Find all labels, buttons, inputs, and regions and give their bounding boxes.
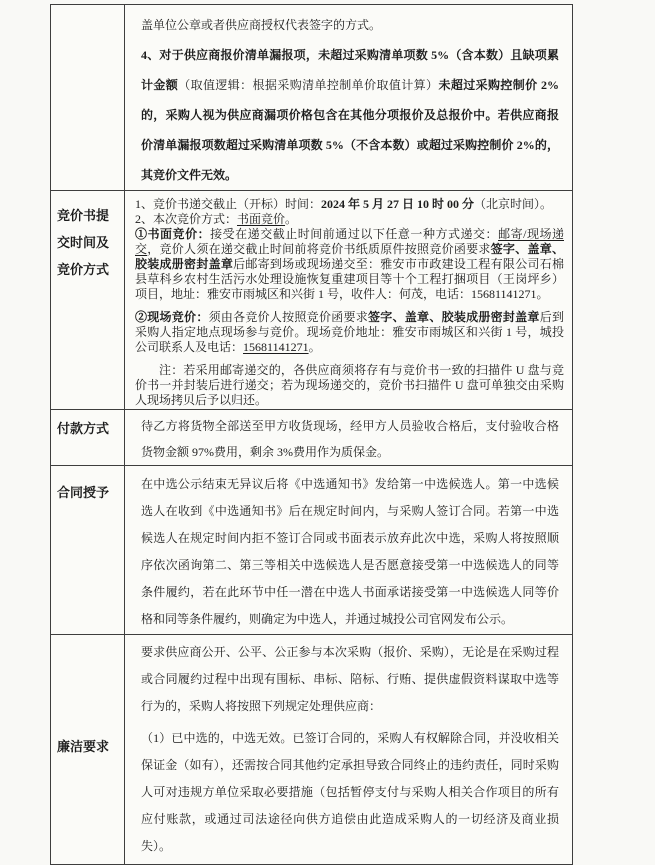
table-row-award <box>51 466 572 635</box>
text-segment: 15681141271 <box>243 340 309 354</box>
text-segment: ②现场竞价： <box>135 310 209 324</box>
text-segment: 2024 年 5 月 27 日 10 时 00 分 <box>321 197 475 211</box>
text-segment: 注：若采用邮寄递交的，各供应商须将存有与竞价书一致的扫描件 U 盘与竞价书一并封装后进行递交；若为现场递交的，竞价书扫描件 U 盘可单独交由采购人现场拷贝后予以归还。 <box>135 363 564 407</box>
row-header-award <box>51 466 125 634</box>
paragraph <box>135 212 564 227</box>
table-row-submission <box>51 191 572 410</box>
paragraph <box>135 197 564 212</box>
text-segment: （取值逻辑：根据采购清单控制单价取值计算） <box>178 78 439 92</box>
paragraph <box>135 310 564 355</box>
row-header-submission <box>51 191 125 409</box>
text-segment: ，竞价人须在递交截止时间前将竞价书纸质原件按照竞价函要求 <box>147 242 491 256</box>
terms-table <box>50 4 573 865</box>
row-header-label: 付款方式 <box>57 421 110 436</box>
text-segment: 。 <box>285 212 298 226</box>
text-segment: 签字、盖章、胶装成册密封盖章 <box>135 242 564 271</box>
text-segment: 后到采购人指定地点现场参与竞价。现场竞价地址：雅安市雨城区和兴街 1 号，城投公司联系人及电话： <box>135 310 564 354</box>
text-segment: 邮寄/现场递交 <box>135 227 564 256</box>
row-header-label: 合同授予 <box>57 485 110 500</box>
table-row-continuation <box>51 5 572 191</box>
paragraph <box>141 40 559 190</box>
row-header-label: 竞价书提交时间及竞价方式 <box>57 208 110 277</box>
text-segment: 在中选公示结束无异议后将《中选通知书》发给第一中选候选人。第一中选候选人在收到《中选通知书》后在规定时间内，与采购人签订合同。若第一中选候选人在规定时间内拒不签订合同或书面表示放弃此次中选，采购人将按照顺序依次函询第二、第三等相关中选候选人是否愿意接受第一中选候选人的同等条件履约，若在此环节中任一潜在中选人书面承诺接受第一中选候选人同等价格和同等条件履约，则确定为中选人，并通过城投公司官网发布公示。 <box>141 477 559 626</box>
text-segment: 2、本次竞价方式： <box>135 212 238 226</box>
text-segment: 盖单位公章或者供应商授权代表签字的方式。 <box>141 18 382 32</box>
text-segment: ①书面竞价： <box>135 227 211 241</box>
row-header-payment <box>51 410 125 465</box>
table-row-integrity <box>51 635 572 864</box>
paragraph <box>135 227 564 302</box>
paragraph <box>135 363 564 408</box>
text-segment: 接受在递交截止时间前通过以下任意一种方式递交： <box>210 227 499 241</box>
text-segment: 1、竞价书递交截止（开标）时间： <box>135 197 322 211</box>
row-header-label: 廉洁要求 <box>57 739 110 754</box>
paragraph <box>141 639 559 720</box>
text-segment: （1）已中选的，中选无效。已签订合同的，采购人有权解除合同，并没收相关保证金（如有），还需按合同其他约定承担导致合同终止的违约责任，同时采购人可对违规方单位采取必要措施（包括暂停支付与采购人相关合作项目的所有应付账款，或通过司法途径向供方追偿由此造成采购人的一切经济及商业损失）。 <box>141 731 559 853</box>
text-segment: 后邮寄到场或现场递交至：雅安市市政建设工程有限公司石棉县草科乡农村生活污水处理设施恢复重建项目等十个工程打捆项目（王岗坪乡）项目，地址：雅安市雨城区和兴街 1 号，收件人：何茂，电话：15681141271。 <box>135 257 564 301</box>
row-header-continuation <box>51 5 125 190</box>
row-content-award <box>125 466 572 634</box>
text-segment: 要求供应商公开、公平、公正参与本次采购（报价、采购），无论是在采购过程或合同履约过程中出现有围标、串标、陪标、行贿、提供虚假资料谋取中选等行为的，采购人将按照下列规定处理供应商： <box>141 645 559 713</box>
text-segment: 。 <box>308 340 321 354</box>
paragraph <box>141 413 559 465</box>
text-segment: 书面竞价 <box>237 212 286 226</box>
text-segment: 待乙方将货物全部送至甲方收货现场，经甲方人员验收合格后，支付验收合格货物金额 97%费用，剩余 3%费用作为质保金。 <box>141 419 559 459</box>
paragraph <box>141 725 559 860</box>
paragraph <box>141 10 559 40</box>
row-content-submission <box>125 191 572 409</box>
row-content-integrity <box>125 635 572 864</box>
text-segment: 4、对于供应商报价清单漏报项，未超过采购清单项数 5%（含本数）且缺项累计金额 <box>141 48 559 92</box>
text-segment: （北京时间）。 <box>474 197 553 211</box>
text-segment: 须由各竞价人按照竞价函要求 <box>208 310 368 324</box>
text-segment: 未超过采购控制价 2%的，采购人视为供应商漏项价格包含在其他分项报价及总报价中。若供应商报价清单漏报项数超过采购清单项数 5%（不含本数）或超过采购控制价 2%的，其竞价文件无效。 <box>141 78 559 182</box>
row-header-integrity <box>51 635 125 864</box>
row-content-continuation <box>125 5 572 190</box>
row-content-payment <box>125 410 572 465</box>
text-segment: 签字、盖章、胶装成册密封盖章 <box>368 310 540 324</box>
table-row-payment <box>51 410 572 466</box>
paragraph <box>141 471 559 633</box>
